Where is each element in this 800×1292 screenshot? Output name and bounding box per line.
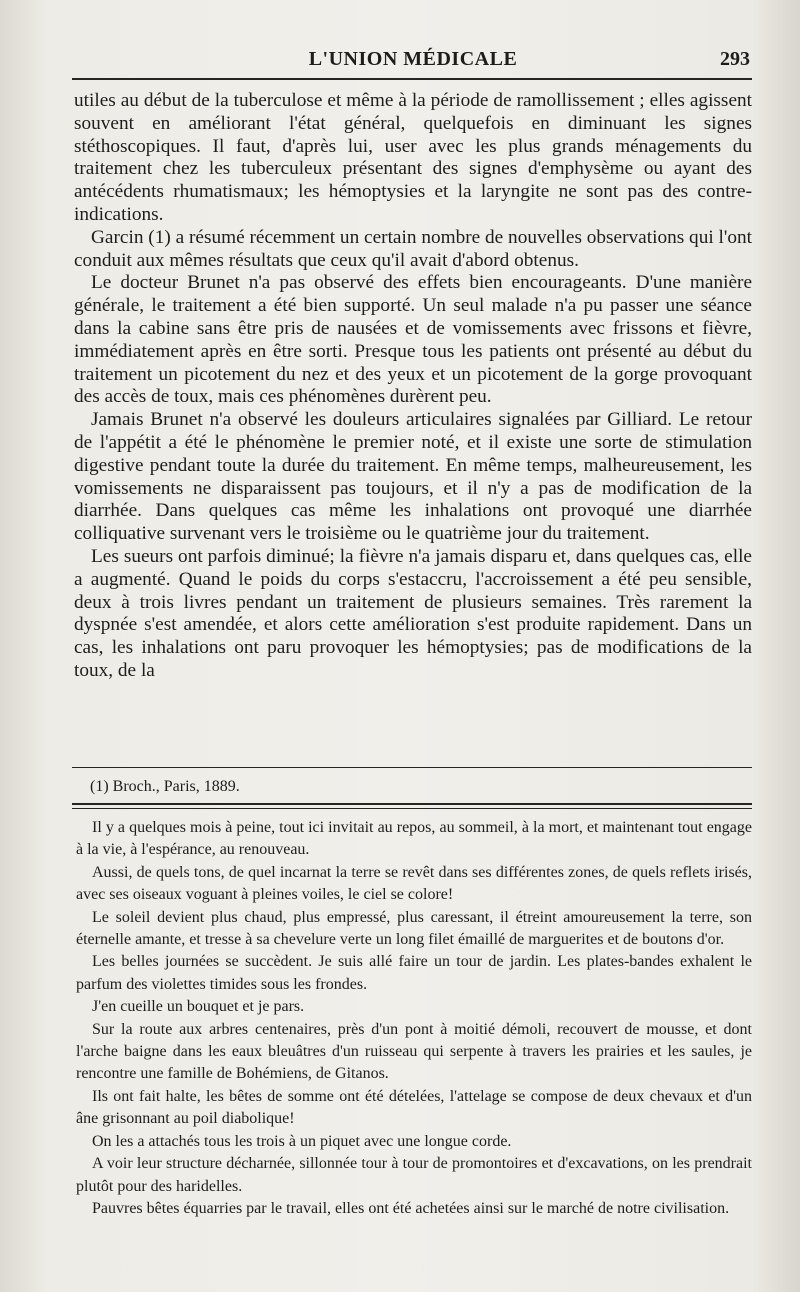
feuilleton-paragraph: On les a attachés tous les trois à un piquet avec une longue corde. [92,1132,512,1150]
page-number: 293 [720,48,750,70]
running-title: L'UNION MÉDICALE [308,48,518,70]
feuilleton-paragraph: Aussi, de quels tons, de quel incarnat la terre se revêt dans ses différentes zones, de quels reflets irisés, avec ses oiseaux voguant à pleines voiles, le ciel se colore! [76,863,752,904]
feuilleton-paragraph: Le soleil devient plus chaud, plus empressé, plus caressant, il étreint amoureusement la terre, son éternelle amante, et tresse à sa chevelure verte un long filet émaillé de marguerites et de boutons d'or. [76,908,752,949]
feuilleton-paragraph: J'en cueille un bouquet et je pars. [92,998,305,1016]
feuilleton-rule-top [72,803,752,805]
page-header [72,44,754,74]
body-paragraph: utiles au début de la tuberculose et même à la période de ramollissement ; elles agissent souvent en améliorant l'état général, quelquefois en diminuant les signes stéthoscopiques. Il faut, d'après lui, user avec les plus grands ménagements du traitement chez les tuberculeux présentant des signes d'emphysème ou ayant des antécédents rhumatismaux; les hémoptysies et la laryngite ne sont pas des contre-indications. [74,90,752,225]
header-rule [72,78,752,80]
feuilleton-text [76,817,752,1220]
main-text [74,90,752,683]
body-paragraph: Les sueurs ont parfois diminué; la fièvre n'a jamais disparu et, dans quelques cas, elle a augmenté. Quand le poids du corps s'estaccru, l'accroissement a été peu sensible, deux à trois livres pendant un traitement de plusieurs semaines. Très rarement la dyspnée s'est amendée, et alors cette amélioration s'est produite rapidement. Dans un cas, les inhalations ont paru provoquer les hémoptysies; pas de modifications de la toux, de la [74,545,752,681]
feuilleton-paragraph: Pauvres bêtes équarries par le travail, elles ont été achetées ainsi sur le marché de notre civilisation. [92,1199,730,1217]
footnote: (1) Broch., Paris, 1889. [90,778,240,795]
body-paragraph: Jamais Brunet n'a observé les douleurs articulaires signalées par Gilliard. Le retour de l'appétit a été le phénomène le premier noté, et il existe une sorte de stimulation digestive pendant toute la durée du traitement. En même temps, malheureusement, les vomissements ne disparaissent pas toujours, et il n'y a pas de modification de la diarrhée. Dans quelques cas même les inhalations ont provoqué une diarrhée colliquative survenant vers le troisième ou le quatrième jour du traitement. [74,409,752,545]
feuilleton-paragraph: Sur la route aux arbres centenaires, près d'un pont à moitié démoli, recouvert de mousse, et dont l'arche baigne dans les eaux bleuâtres d'un ruisseau qui serpente à travers les prairies et les saules, je rencontre une famille de Bohémiens, de Gitanos. [76,1020,752,1083]
feuilleton-paragraph: Il y a quelques mois à peine, tout ici invitait au repos, au sommeil, à la mort, et maintenant tout engage à la vie, à l'espérance, au renouveau. [76,819,752,859]
feuilleton-paragraph: Les belles journées se succèdent. Je suis allé faire un tour de jardin. Les plates-bandes exhalent le parfum des violettes timides sous les frondes. [76,953,752,993]
feuilleton-paragraph: A voir leur structure décharnée, sillonnée tour à tour de promontoires et d'excavations, on les prendrait plutôt pour des haridelles. [76,1155,752,1195]
feuilleton-paragraph: Ils ont fait halte, les bêtes de somme ont été dételées, l'attelage se compose de deux chevaux et d'un âne grisonnant au poil diabolique! [76,1087,752,1128]
body-paragraph: Garcin (1) a résumé récemment un certain nombre de nouvelles observations qui l'ont conduit aux mêmes résultats que ceux qu'il avait d'abord obtenus. [74,226,752,271]
feuilleton-rule-bottom [72,808,752,809]
footnote-rule [72,767,752,768]
body-paragraph: Le docteur Brunet n'a pas observé des effets bien encourageants. D'une manière générale, le traitement a été bien supporté. Un seul malade n'a pu passer une séance dans la cabine sans être pris de nausées et de vomissements avec frissons et fièvre, immédiatement après en être sorti. Presque tous les patients ont présenté au début du traitement un picotement du nez et des yeux et un picotement de la gorge provoquant des accès de toux, mais ces phénomènes durèrent peu. [74,272,752,408]
